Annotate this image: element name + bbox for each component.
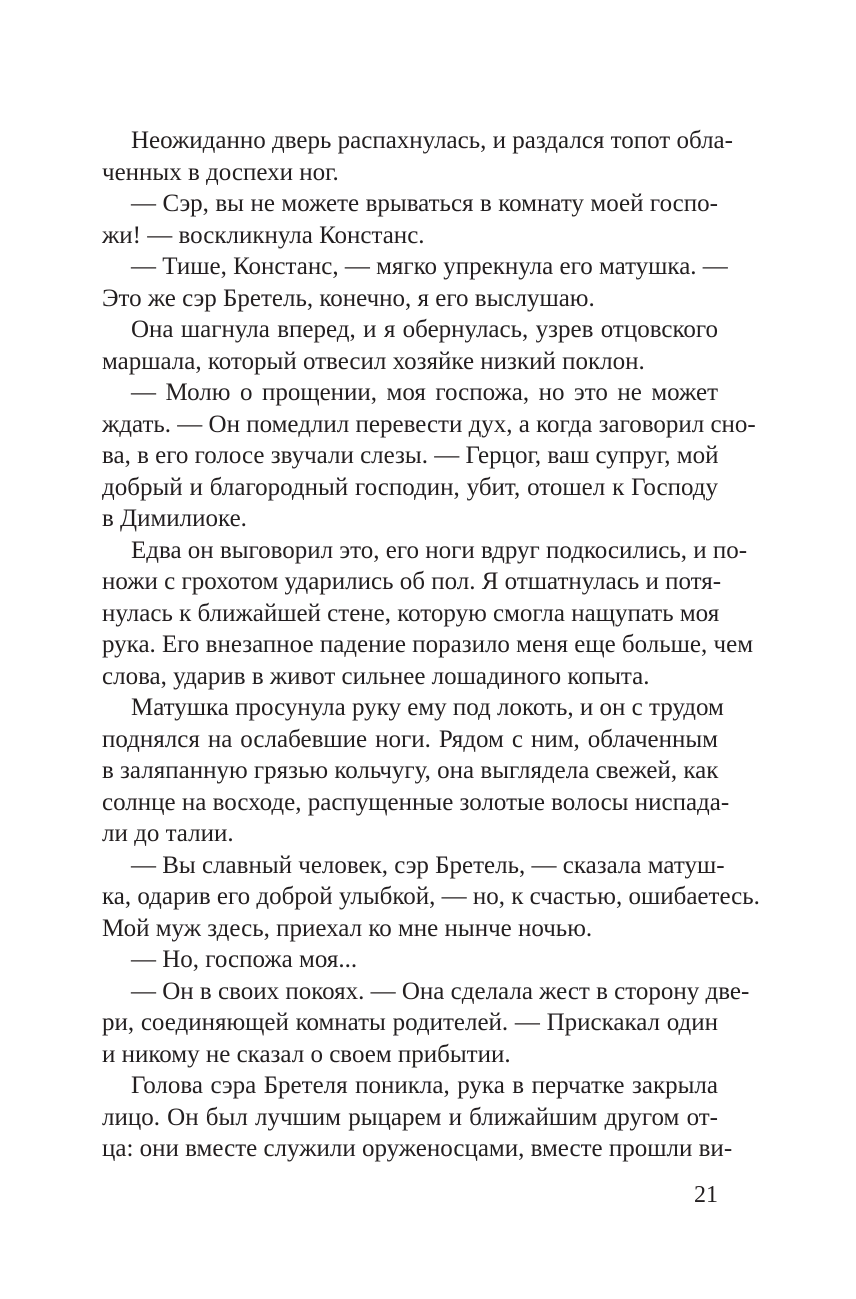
text-line: Это же сэр Бретель, конечно, я его выслушаю. [102,284,595,312]
text-line: поднялся на ослабевшие ноги. Рядом с ним, облаченным [102,725,718,753]
text-line: — Сэр, вы не можете врываться в комнату моей госпо- [131,190,718,217]
text-line: Едва он выговорил это, его ноги вдруг подкосились, и по- [131,536,748,564]
text-line: ножи с грохотом ударились об пол. Я отшатнулась и потя- [102,568,722,595]
text-line: — Но, госпожа моя... [131,946,358,973]
text-line: солнце на восходе, распущенные золотые волосы ниспада- [102,788,730,816]
text-line: Голова сэра Бретеля поникла, рука в перчатке закрыла [131,1072,718,1099]
text-line: Матушка просунула руку ему под локоть, и он с трудом [131,694,724,721]
text-line: жи! — воскликнула Констанс. [102,221,425,249]
text-line: ждать. — Он помедлил перевести дух, а когда заговорил сно- [102,410,756,438]
text-line: маршала, который отвесил хозяйке низкий поклон. [102,347,645,375]
text-line: слова, ударив в живот сильнее лошадиного копыта. [102,662,650,690]
text-line: — Молю о прощении, моя госпожа, но это не может [131,379,718,406]
text-line: и никому не сказал о своем прибытии. [102,1040,511,1068]
text-line: в Димилиоке. [102,505,247,532]
text-line: — Тише, Констанс, — мягко упрекнула его матушка. — [131,253,728,280]
text-line: лицо. Он был лучшим рыцарем и ближайшим другом от- [102,1103,718,1131]
text-line: рука. Его внезапное падение поразило меня еще больше, чем [102,631,754,658]
text-line: ри, соединяющей комнаты родителей. — Прискакал один [102,1009,718,1036]
text-line: Мой муж здесь, приехал ко мне нынче ночью. [102,914,593,942]
text-line: ли до талии. [102,820,234,847]
text-line: Неожиданно дверь распахнулась, и раздался топот обла- [131,127,733,154]
text-line: ца: они вместе служили оруженосцами, вместе прошли ви- [102,1135,733,1162]
text-line: нулась к ближайшей стене, которую смогла нащупать моя [102,599,720,627]
text-line: добрый и благородный господин, убит, отошел к Господу [102,473,718,501]
text-line: Она шагнула вперед, и я обернулась, узрев отцовского [131,316,718,343]
text-line: — Он в своих покоях. — Она сделала жест в сторону две- [131,977,750,1005]
text-line: в заляпанную грязью кольчугу, она выглядела свежей, как [102,757,719,784]
text-line: ва, в его голосе звучали слезы. — Герцог, ваш супруг, мой [102,442,719,469]
page-number: 21 [694,1182,718,1208]
text-line: — Вы славный человек, сэр Бретель, — сказала матуш- [131,851,725,879]
text-line: ка, одарив его доброй улыбкой, — но, к счастью, ошибаетесь. [102,883,760,910]
text-line: ченных в доспехи ног. [102,158,339,186]
